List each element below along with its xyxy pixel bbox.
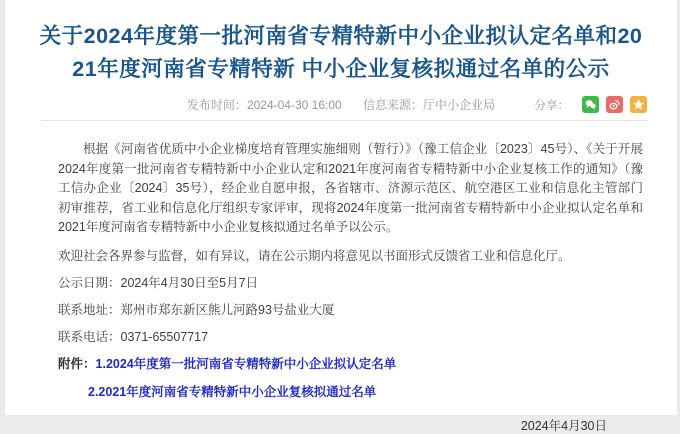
info-source-value: 厅中小企业局: [423, 98, 496, 112]
contact-address: 联系地址：郑州市郑东新区熊儿河路93号盐业大厦: [58, 302, 335, 317]
contact-phone: 联系电话：0371-65507717: [58, 329, 209, 344]
attachments-row-1: [58, 355, 643, 375]
page-title-line1: 关于2024年度第一批河南省专精特新中小企业拟认定名单和20: [39, 24, 643, 48]
meta-row: [5, 96, 677, 114]
weibo-share-icon[interactable]: [606, 96, 623, 113]
favorite-star-icon[interactable]: [630, 96, 647, 113]
attachments-label: 附件：: [58, 356, 96, 371]
share-box: [535, 96, 648, 113]
notice-paragraph-basis: 根据《河南省优质中小企业梯度培育管理实施细则（暂行）》（豫工信企业〔2023〕45号）、《关于开展2024年度第一批河南省专精特新中小企业认定和2021年度河南省专精特新中小企业复核工作的通知》（豫工信办企业〔2024〕35号），经企业自愿申报，各省辖市、济源示范区、航空港区工业和信息化主管部门初审推荐，省工业和信息化厅组织专家评审，现将2024年度第一批河南省专精特新中小企业拟认定名单和2021年度河南省专精特新中小企业复核拟通过名单予以公示。: [58, 142, 643, 234]
attachment-link-2[interactable]: 2.2021年度河南省专精特新中小企业复核拟通过名单: [88, 385, 377, 399]
publish-time-label: 发布时间：: [186, 98, 247, 112]
attachment-link-1[interactable]: 1.2024年度第一批河南省专精特新中小企业拟认定名单: [95, 356, 397, 371]
share-label: 分享：: [534, 99, 569, 112]
info-source: [363, 98, 495, 112]
publish-time: [187, 98, 342, 112]
notice-body: [58, 140, 643, 434]
notice-paragraph-supervision: 欢迎社会各界参与监督，如有异议，请在公示期内将意见以书面形式反馈省工业和信息化厅。: [58, 248, 571, 263]
info-source-label: 信息来源：: [363, 98, 424, 112]
wechat-share-icon[interactable]: [582, 96, 599, 113]
publicity-period: 公示日期：2024年4月30日至5月7日: [58, 275, 259, 290]
sign-date: 2024年4月30日: [520, 418, 607, 433]
header-divider: [41, 120, 647, 121]
page-title-line2: 21年度河南省专精特新 中小企业复核拟通过名单的公示: [72, 57, 610, 81]
notice-page: [5, 0, 677, 433]
publish-time-value: 2024-04-30 16:00: [246, 98, 342, 112]
page-title: [29, 20, 653, 86]
attachments-row-2: [88, 383, 643, 403]
